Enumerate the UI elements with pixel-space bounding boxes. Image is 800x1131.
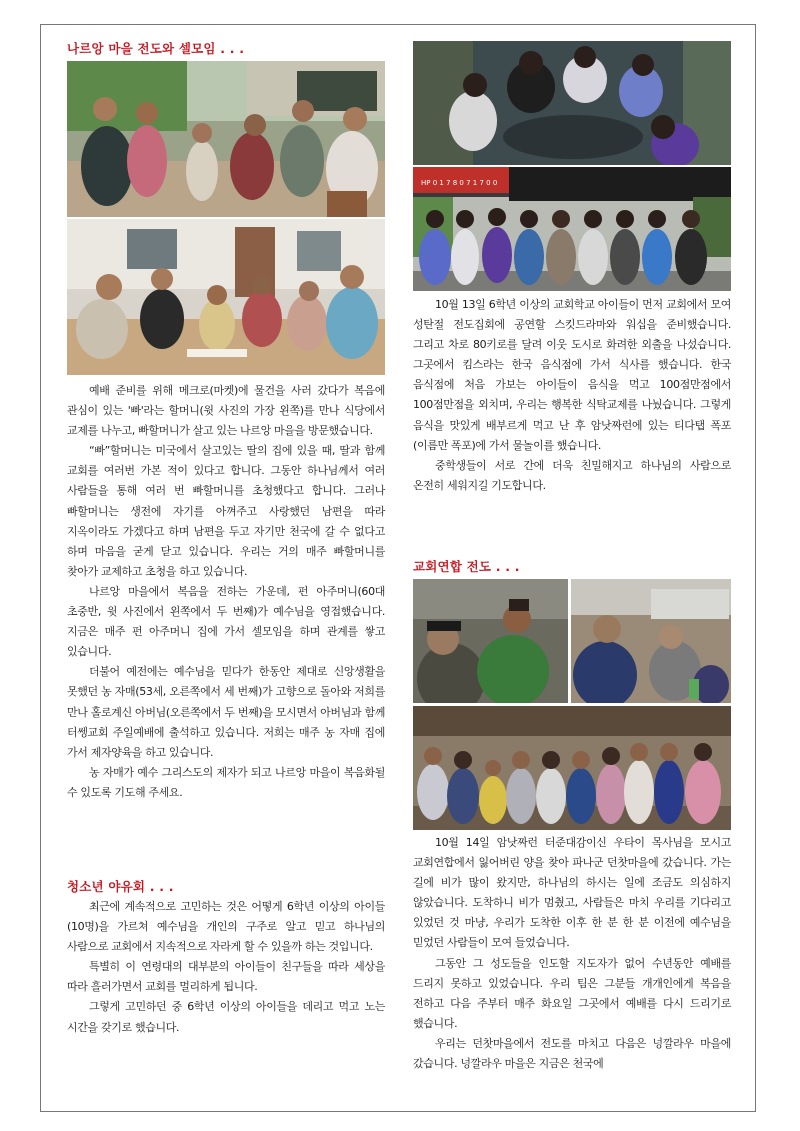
paragraph: 그동안 그 성도들을 인도할 지도자가 없어 수년동안 예배를 드리지 못하고 있었습니다. 우리 팀은 그분들 개개인에게 복음을 전하고 다음 주부터 매주 화요일 그곳에서 예배를 다시 드리기로 했습니다. — [413, 956, 731, 1030]
photo-outreach-elderly-visit — [571, 579, 731, 703]
paragraph: 10월 14일 암낫짜런 터준대감이신 우타이 목사님을 모시고 교회연합에서 잃어버린 양을 찾아 파나군 던찻마을에 갔습니다. 가는 길에 비가 많이 왔지만, 하나님의 하시는 일에 조금도 의심하지 않았습니다. 도착하니 비가 멈췄고, 사람들은 마치 우리를 기다리고 있었던 것 마냥, 우리가 도착한 이후 한 분 한 분 이전에 예수님을 믿었던 사람들이 모여 들었습니다. — [413, 836, 731, 950]
section-youth-continued — [413, 295, 731, 496]
photo-sign-text: HP 0 1 7 8 0 7 1 7 0 0 — [421, 179, 498, 187]
photo-youth-group-restaurant — [413, 167, 731, 291]
heading-narang-village: 나르앙 마을 전도와 셀모임 . . . — [67, 41, 245, 56]
photo-cell-group-indoor — [67, 219, 385, 375]
paragraph: 더불어 예전에는 예수님을 믿다가 한동안 제대로 신앙생활을 못했던 농 자매(53세, 오른쪽에서 세 번째)가 고향으로 돌아와 저희를 만나 홀로계신 아버님(오른쪽에서 두 번째)을 모시면서 아버님과 함께 터쎙교회 주일예배에 출석하고 있습니다. 저희는 매주 농 자매 집에 가서 제자양육을 하고 있습니다. — [67, 665, 385, 759]
paragraph: 중학생들이 서로 간에 더욱 친밀해지고 하나님의 사람으로 온전히 세워지길 기도합니다. — [413, 458, 731, 492]
section-outreach-body — [413, 833, 731, 1074]
paragraph: 특별히 이 연령대의 대부분의 아이들이 친구들을 따라 세상을 따라 흘러가면서 교회를 멀리하게 됩니다. — [67, 960, 385, 994]
paragraph: “빠”할머니는 미국에서 살고있는 딸의 집에 있을 때, 딸과 함께 교회를 여러번 가본 적이 있다고 합니다. 그동안 하나님께서 여러 사람들을 통해 여러 번 빠할머니를 초청했다고 합니다. 그러나 빠할머니는 생전에 자기를 아껴주고 사랑했던 남편을 따라 지옥이라도 가겠다고 하며 남편을 두고 자기만 천국에 갈 수 없다고 하며 마음을 굳게 닫고 있습니다. 우리는 거의 매주 빠할머니를 찾아가 교제하고 초청을 하고 있습니다. — [67, 444, 385, 578]
photo-village-group-outdoor — [67, 61, 385, 217]
paragraph: 예배 준비를 위해 메크로(마켓)에 물건을 사러 갔다가 복음에 관심이 있는 '빠'라는 할머니(윗 사진의 가장 왼쪽)를 만나 식당에서 교제를 나누고, 빠할머니가 살고 있는 나르앙 마을을 방문했습니다. — [67, 384, 385, 438]
photo-kids-waterfall — [413, 41, 731, 165]
paragraph: 나르앙 마을에서 복음을 전하는 가운데, 펀 아주머니(60대 초중반, 윗 사진에서 왼쪽에서 두 번째)가 예수님을 영접했습니다. 지금은 매주 펀 아주머니 집에 가서 셀모임을 하며 관계를 쌓고 있습니다. — [67, 584, 385, 659]
paragraph: 그렇게 고민하던 중 6학년 이상의 아이들을 데리고 먹고 노는 시간을 갖기로 했습니다. — [67, 1000, 385, 1034]
heading-church-union-outreach: 교회연합 전도 . . . — [413, 559, 520, 574]
paragraph: 10월 13일 6학년 이상의 교회학교 아이들이 먼저 교회에서 모여 성탄절 전도집회에 공연할 스킷드라마와 워십을 준비했습니다. 그리고 차로 80키로를 달려 이웃 도시로 화려한 외출을 나섰습니다. 그곳에서 킴스라는 한국 음식점에 가서 식사를 했습니다. 한국 음식점에 처음 가보는 아이들이 음식을 먹고 100점만점에서 100점만점을 외치며, 우리는 행복한 식탁교제를 나눴습니다. 그렇게 음식을 맛있게 배부르게 먹고 난 후 암낫짜런에 있는 티다탭 폭포(이름만 폭포)에 가서 물놀이를 했습니다. — [413, 298, 731, 452]
paragraph: 최근에 계속적으로 고민하는 것은 어떻게 6학년 이상의 아이들(10명)을 가르쳐 예수님을 개인의 구주로 알고 믿고 하나님의 사람으로 교회에서 지속적으로 자라게 할 수 있을까 하는 것입니다. — [67, 900, 385, 954]
paragraph: 농 자매가 예수 그리스도의 제자가 되고 나르앙 마을이 복음화될 수 있도록 기도해 주세요. — [67, 765, 385, 799]
section-youth-body — [67, 897, 385, 1038]
section-narang-body — [67, 381, 385, 803]
photo-outreach-group — [413, 706, 731, 830]
page-frame — [40, 24, 756, 1112]
heading-youth-outing: 청소년 야유회 . . . — [67, 879, 174, 894]
photo-outreach-conversation — [413, 579, 568, 703]
paragraph: 우리는 던찻마을에서 전도를 마치고 다음은 넝깔라우 마을에 갔습니다. 넝깔라우 마을은 지금은 천국에 — [413, 1036, 731, 1071]
